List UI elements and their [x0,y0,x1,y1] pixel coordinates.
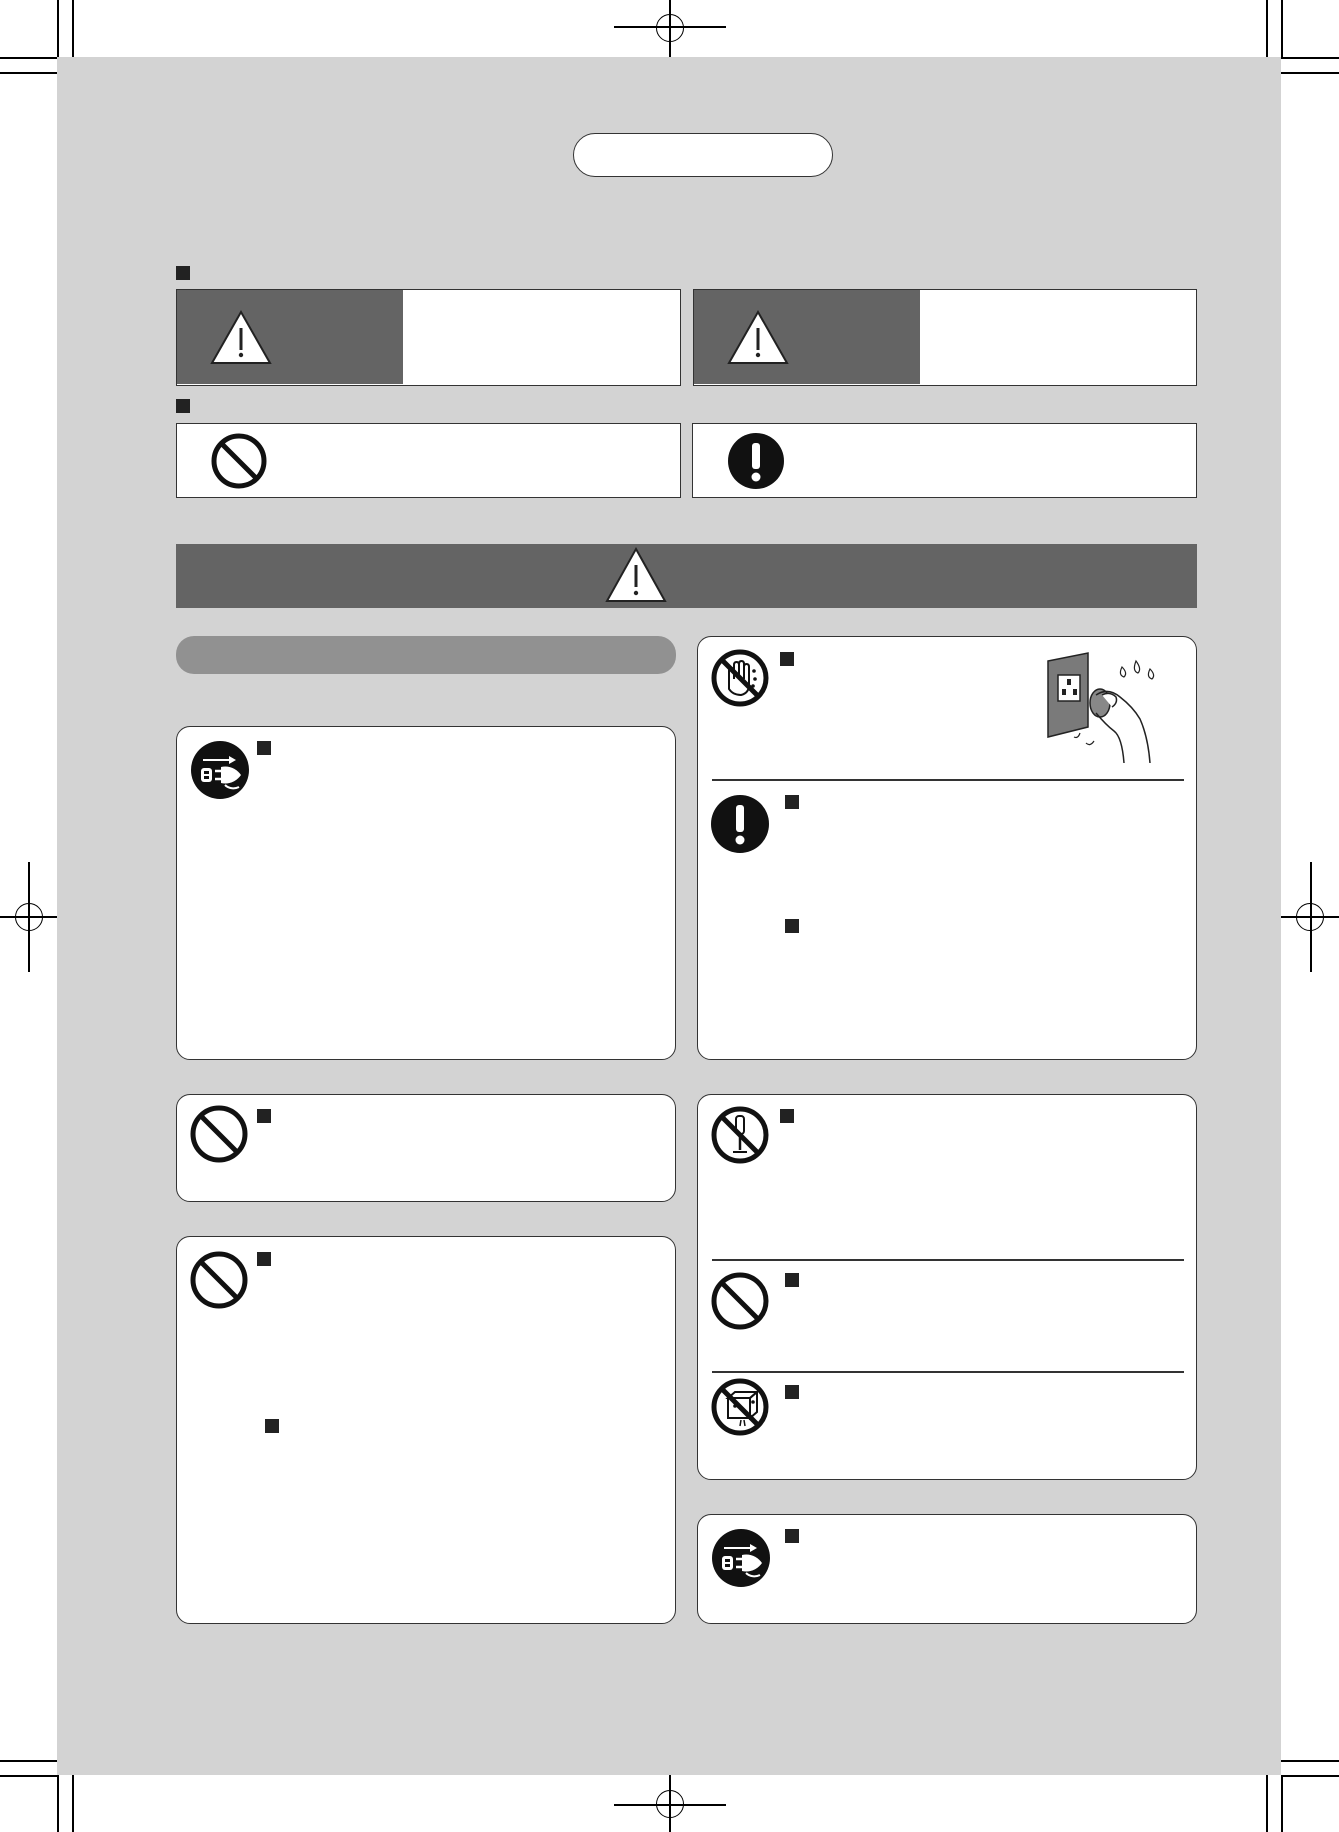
warning-triangle-icon [604,546,668,604]
plug-safety-card [697,636,1197,1060]
prohibited-icon [211,433,267,489]
plug-socket-illustration [1038,647,1168,767]
item-marker [257,1252,271,1266]
section-heading-pill [176,636,676,674]
item-marker [257,1109,271,1123]
item-marker [265,1419,279,1433]
card-divider [712,1371,1184,1373]
warning-banner [176,544,1197,608]
section-marker [176,266,190,280]
unplug-icon [191,741,249,799]
prohibited-icon [190,1251,248,1309]
exclamation-icon [711,795,769,853]
card-divider [712,1259,1184,1261]
unplug-card-2 [697,1514,1197,1624]
section-marker [176,399,190,413]
no-wet-hands-icon [711,649,769,707]
no-disassembly-icon [711,1106,769,1164]
caution-definition-box [693,289,1197,386]
item-marker [257,741,271,755]
exclamation-icon [728,433,784,489]
prohibited-icon [190,1105,248,1163]
item-marker [780,1109,794,1123]
disassembly-warning-card [697,1094,1197,1480]
unplug-warning-card [176,726,676,1060]
warning-triangle-icon [209,309,273,366]
item-marker [785,919,799,933]
warning-triangle-icon [726,309,790,366]
prohibited-card-2 [176,1236,676,1624]
warning-definition-box [176,289,681,386]
item-marker [780,652,794,666]
card-divider [712,779,1184,781]
prohibited-icon [711,1272,769,1330]
mandatory-symbol-box [692,423,1197,498]
item-marker [785,795,799,809]
unplug-icon [712,1529,770,1587]
warning-label-panel [177,290,403,384]
prohibited-card-1 [176,1094,676,1202]
prohibited-symbol-box [176,423,681,498]
caution-label-panel [694,290,920,384]
no-water-icon [711,1378,769,1436]
page-title [573,133,833,177]
item-marker [785,1529,799,1543]
item-marker [785,1385,799,1399]
item-marker [785,1273,799,1287]
